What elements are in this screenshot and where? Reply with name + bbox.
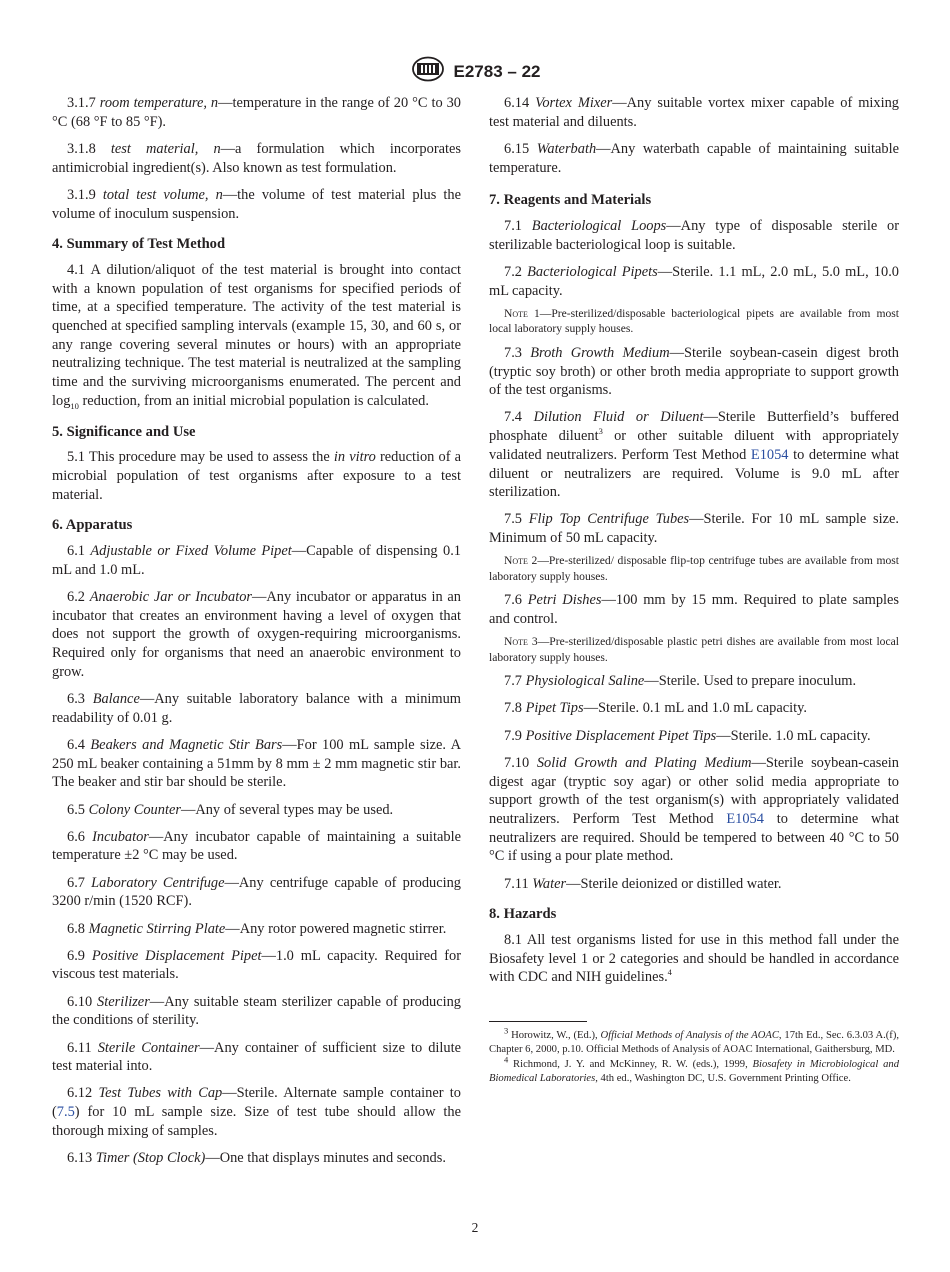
paragraph-6-15: 6.15 Waterbath—Any waterbath capable of maintaining suitable temperature. [489, 140, 900, 176]
document-designation: E2783 – 22 [453, 61, 541, 81]
paragraph-7-3: 7.3 Broth Growth Medium—Sterile soybean-casein digest broth (tryptic soy broth) or other broth media appropriate to support growth of the test organisms. [489, 344, 900, 399]
section-heading-7: 7. Reagents and Materials [489, 192, 652, 209]
paragraph-7-2: 7.2 Bacteriological Pipets—Sterile. 1.1 mL, 2.0 mL, 5.0 mL, 10.0 mL capacity. [489, 263, 899, 299]
note-2: Note 2—Pre-sterilized/ disposable flip-top centrifuge tubes are available from most laboratory supply houses. [489, 554, 899, 583]
paragraph-6-10: 6.10 Sterilizer—Any suitable steam sterilizer capable of producing the conditions of sterility. [52, 993, 461, 1029]
paragraph-8-1: 8.1 All test organisms listed for use in this method fall under the Biosafety level 1 or 2 categories and should be handled in accordance with CDC and NIH guidelines.$^4$ [489, 932, 899, 986]
paragraph-6-7: 6.7 Laboratory Centrifuge—Any centrifuge capable of producing 3200 r/min (1520 RCF). [52, 874, 461, 910]
paragraph-7-5: 7.5 Flip Top Centrifuge Tubes—Sterile. For 10 mL sample size. Minimum of 50 mL capacity. [489, 511, 899, 547]
paragraph-4-1: 4.1 A dilution/aliquot of the test material is brought into contact with a known population of test organisms for specified periods of time, at a specified temperature. The activity of the test material is quenched at specified sampling intervals (example 15, 30, and 60 s, or any range covering several minutes or hours) with an appropriate neutralizing technique. The test material is neutralized at the sampling time and the surviving microorganisms enumerated. The percent and $\log_{10}$ reduction, from an initial microbial population is calculated. [52, 261, 461, 411]
paragraph-6-12: 6.12 Test Tubes with Cap—Sterile. Alternate sample container to (7.5) for 10 mL sample size. Size of test tube should allow the thorough mixing of samples. [52, 1085, 461, 1139]
paragraph-3-1-7: 3.1.7 room temperature, n—temperature in the range of 20 °C to 30 °C (68 °F to 85 °F). [52, 95, 461, 130]
link-e1054[interactable]: E1054 [750, 446, 789, 463]
paragraph-3-1-9: 3.1.9 total test volume, n—the volume of test material plus the volume of inoculum suspension. [52, 186, 461, 222]
left-column [52, 94, 461, 1176]
right-column [489, 94, 899, 1087]
paragraph-7-4: 7.4 Dilution Fluid or Diluent—Sterile Butterfield’s buffered phosphate diluent$^3$ or other suitable diluent with appropriately validated neutralizers. Perform Test Method E1054 to determine what diluent or neutralizers are required. Volume is 9.0 mL after sterilization. [489, 409, 900, 501]
link-e1054[interactable]: E1054 [726, 810, 764, 827]
paragraph-6-4: 6.4 Beakers and Magnetic Stir Bars—For 100 mL sample size. A 250 mL beaker containing a 51mm by 8 mm ± 2 mm magnetic stir bar. The beaker and stir bar should be sterile. [52, 736, 461, 791]
paragraph-6-11: 6.11 Sterile Container—Any container of sufficient size to dilute test material into. [52, 1039, 461, 1075]
paragraph-6-13: 6.13 Timer (Stop Clock)—One that displays minutes and seconds. [67, 1150, 446, 1167]
paragraph-6-6: 6.6 Incubator—Any incubator capable of maintaining a suitable temperature ±2 °C may be used. [52, 828, 461, 864]
paragraph-6-1: 6.1 Adjustable or Fixed Volume Pipet—Capable of dispensing 0.1 mL and 1.0 mL. [52, 543, 461, 578]
paragraph-6-3: 6.3 Balance—Any suitable laboratory balance with a minimum readability of 0.01 g. [52, 690, 461, 726]
page-header [0, 56, 950, 84]
paragraph-6-2: 6.2 Anaerobic Jar or Incubator—Any incubator or apparatus in an incubator that creates an environment having a level of oxygen that does not support the growth of oxygen-requiring microorganisms. Required only for organisms that need an anaerobic environment to grow. [52, 588, 461, 680]
note-1: Note 1—Pre-sterilized/disposable bacteriological pipets are available from most local laboratory supply houses. [489, 306, 899, 336]
paragraph-7-10: 7.10 Solid Growth and Plating Medium—Sterile soybean-casein digest agar (tryptic soy agar) or other solid media appropriate to support growth of the test organism(s) with appropriately validated neutralizers. Perform Test Method E1054 to determine what neutralizers are required. Should be tempered to between 40 °C to 50 °C if using a pour plate method. [489, 754, 899, 865]
paragraph-7-11: 7.11 Water—Sterile deionized or distilled water. [504, 875, 782, 892]
page-number: 2 [471, 1220, 479, 1235]
footnote-3: $^3$ Horowitz, W., (Ed.), Official Methods of Analysis of the AOAC, 17th Ed., Sec. 6.3.03 A.(f), Chapter 6, 2000, p.10. Official Methods of Analysis of AOAC International, Gaithersburg, MD. [489, 1025, 899, 1056]
section-heading-6: 6. Apparatus [52, 517, 133, 534]
astm-logo-icon [410, 56, 446, 87]
link-7-5[interactable]: 7.5 [56, 1104, 75, 1121]
paragraph-7-1: 7.1 Bacteriological Loops—Any type of disposable sterile or sterilizable bacteriological loop is suitable. [489, 218, 900, 253]
paragraph-6-14: 6.14 Vortex Mixer—Any suitable vortex mixer capable of mixing test material and diluents. [489, 95, 899, 130]
paragraph-6-5: 6.5 Colony Counter—Any of several types may be used. [67, 801, 394, 818]
footnote-divider [489, 1021, 587, 1022]
paragraph-7-8: 7.8 Pipet Tips—Sterile. 0.1 mL and 1.0 mL capacity. [504, 700, 807, 717]
paragraph-7-7: 7.7 Physiological Saline—Sterile. Used to prepare inoculum. [504, 673, 857, 690]
section-heading-8: 8. Hazards [489, 906, 557, 923]
section-heading-4: 4. Summary of Test Method [52, 236, 226, 253]
paragraph-7-6: 7.6 Petri Dishes—100 mm by 15 mm. Required to plate samples and control. [489, 592, 900, 628]
paragraph-7-9: 7.9 Positive Displacement Pipet Tips—Sterile. 1.0 mL capacity. [504, 727, 871, 744]
paragraph-6-8: 6.8 Magnetic Stirring Plate—Any rotor powered magnetic stirrer. [67, 920, 447, 937]
paragraph-3-1-8: 3.1.8 test material, n—a formulation which incorporates antimicrobial ingredient(s). Also known as test formulation. [52, 140, 461, 176]
paragraph-6-9: 6.9 Positive Displacement Pipet—1.0 mL capacity. Required for viscous test materials. [52, 947, 461, 983]
note-3: Note 3—Pre-sterilized/disposable plastic petri dishes are available from most local laboratory supply houses. [489, 635, 899, 664]
paragraph-5-1: 5.1 This procedure may be used to assess the in vitro reduction of a microbial population of test organisms after exposure to a test material. [52, 449, 462, 503]
section-heading-5: 5. Significance and Use [52, 423, 196, 440]
footnote-4: $^4$ Richmond, J. Y. and McKinney, R. W. (eds.), 1999, Biosafety in Microbiological and Biomedical Laboratories, 4th ed., Washington DC, U.S. Government Printing Office. [489, 1054, 899, 1085]
